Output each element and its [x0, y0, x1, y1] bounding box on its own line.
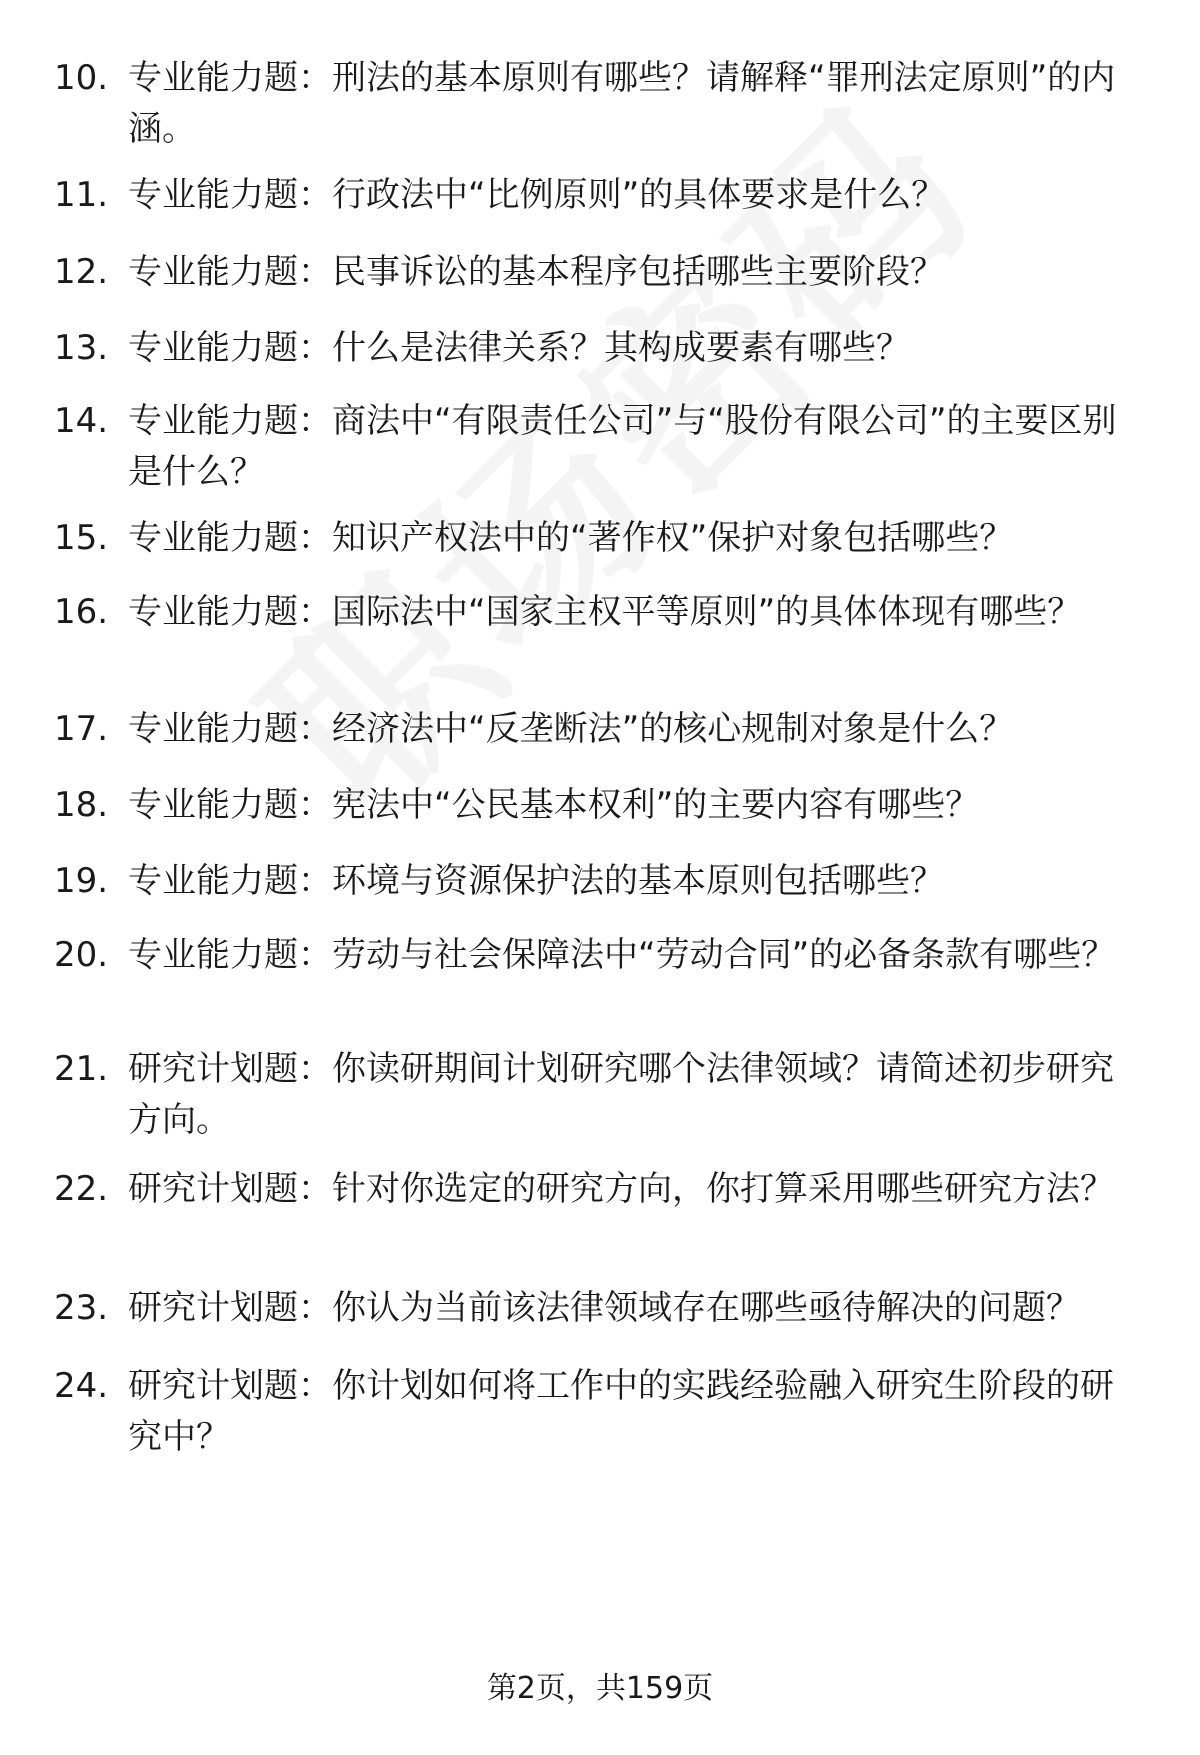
- question-text: 专业能力题：民事诉讼的基本程序包括哪些主要阶段？: [128, 252, 944, 292]
- question-number: 23.: [54, 1288, 109, 1328]
- question-text: 研究计划题：针对你选定的研究方向，你打算采用哪些研究方法？: [128, 1169, 1114, 1209]
- question-text: 专业能力题：劳动与社会保障法中“劳动合同”的必备条款有哪些？: [128, 935, 1116, 975]
- question-number: 21.: [54, 1049, 109, 1089]
- question-text: 专业能力题：环境与资源保护法的基本原则包括哪些？: [128, 861, 944, 901]
- question-number: 19.: [54, 861, 109, 901]
- question-item: [54, 396, 1154, 498]
- question-text: 专业能力题：经济法中“反垄断法”的核心规制对象是什么？: [128, 709, 1014, 749]
- question-text: 专业能力题：商法中“有限责任公司”与“股份有限公司”的主要区别是什么？: [128, 401, 1117, 492]
- question-number: 17.: [54, 709, 109, 749]
- question-number: 20.: [54, 935, 109, 975]
- question-text: 专业能力题：行政法中“比例原则”的具体要求是什么？: [128, 175, 946, 215]
- question-text: 研究计划题：你认为当前该法律领域存在哪些亟待解决的问题？: [128, 1288, 1080, 1328]
- question-number: 18.: [54, 785, 109, 825]
- question-text: 专业能力题：宪法中“公民基本权利”的主要内容有哪些？: [128, 785, 980, 825]
- question-item: [54, 856, 1154, 907]
- question-number: 15.: [54, 518, 109, 558]
- question-text: 专业能力题：什么是法律关系？其构成要素有哪些？: [128, 328, 910, 368]
- question-text: 研究计划题：你计划如何将工作中的实践经验融入研究生阶段的研究中？: [128, 1366, 1114, 1457]
- question-item: [54, 704, 1154, 755]
- question-item: [54, 247, 1154, 298]
- question-item: [54, 930, 1154, 981]
- question-text: 专业能力题：知识产权法中的“著作权”保护对象包括哪些？: [128, 518, 1014, 558]
- question-item: [54, 170, 1154, 221]
- question-item: [54, 323, 1154, 374]
- page-footer: 第2页，共159页: [486, 1671, 714, 1706]
- question-item: [54, 53, 1154, 155]
- question-text: 研究计划题：你读研期间计划研究哪个法律领域？请简述初步研究方向。: [128, 1049, 1114, 1140]
- question-item: [54, 1044, 1154, 1146]
- question-number: 10.: [54, 58, 109, 98]
- question-number: 16.: [54, 592, 109, 632]
- question-number: 11.: [54, 175, 109, 215]
- question-number: 22.: [54, 1169, 109, 1209]
- question-item: [54, 1283, 1154, 1334]
- question-text: 专业能力题：国际法中“国家主权平等原则”的具体体现有哪些？: [128, 592, 1082, 632]
- question-number: 12.: [54, 252, 109, 292]
- question-item: [54, 587, 1154, 638]
- question-text: 专业能力题：刑法的基本原则有哪些？请解释“罪刑法定原则”的内涵。: [128, 58, 1116, 149]
- question-item: [54, 513, 1154, 564]
- question-item: [54, 1164, 1154, 1215]
- question-number: 13.: [54, 328, 109, 368]
- question-number: 14.: [54, 401, 109, 441]
- question-item: [54, 1361, 1154, 1463]
- question-item: [54, 780, 1154, 831]
- question-number: 24.: [54, 1366, 109, 1406]
